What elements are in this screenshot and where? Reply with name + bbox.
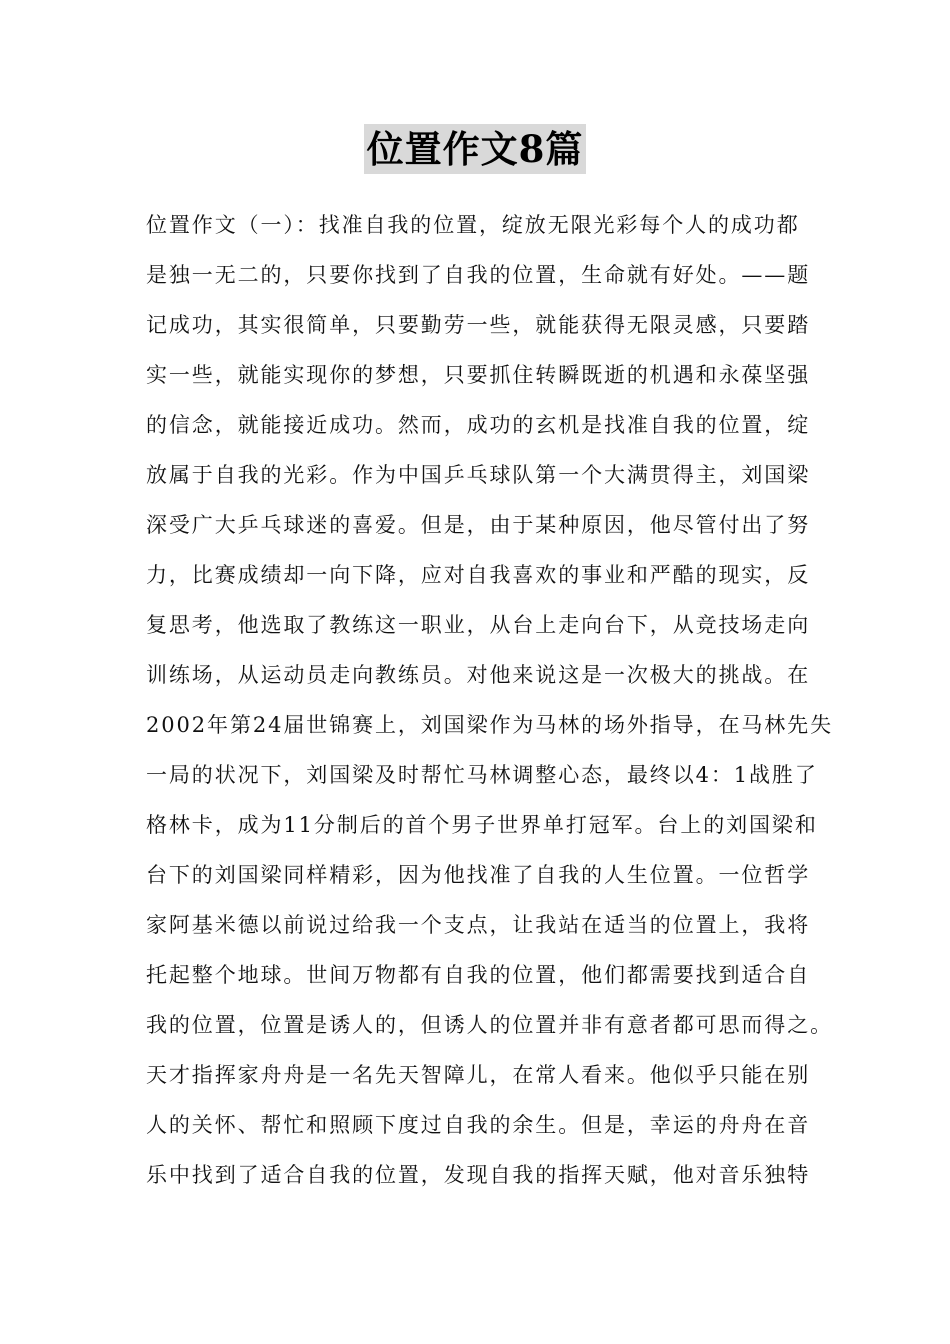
title-container [0, 124, 950, 174]
text-line: 位置作文（一）：找准自我的位置，绽放无限光彩每个人的成功都 [146, 213, 800, 237]
text-line: 家阿基米德以前说过给我一个支点，让我站在适当的位置上，我将 [146, 913, 811, 937]
text-line: 托起整个地球。世间万物都有自我的位置，他们都需要找到适合自 [146, 963, 811, 987]
text-line: 复思考，他选取了教练这一职业，从台上走向台下，从竞技场走向 [146, 613, 811, 637]
text-line: 乐中找到了适合自我的位置，发现自我的指挥天赋，他对音乐独特 [146, 1163, 811, 1187]
text-line: 是独一无二的，只要你找到了自我的位置，生命就有好处。——题 [146, 263, 811, 287]
document-title: 位置作文8篇 [364, 124, 587, 174]
text-line: 实一些，就能实现你的梦想，只要抓住转瞬既逝的机遇和永葆坚强 [146, 363, 811, 387]
text-line: 放属于自我的光彩。作为中国乒乓球队第一个大满贯得主，刘国梁 [146, 463, 811, 487]
text-line: 深受广大乒乓球迷的喜爱。但是，由于某种原因，他尽管付出了努 [146, 513, 811, 537]
text-line: 我的位置，位置是诱人的，但诱人的位置并非有意者都可思而得之。 [146, 1013, 833, 1037]
body-text [146, 200, 836, 1200]
text-line: 记成功，其实很简单，只要勤劳一些，就能获得无限灵感，只要踏 [146, 313, 811, 337]
text-line: 力，比赛成绩却一向下降，应对自我喜欢的事业和严酷的现实，反 [146, 563, 811, 587]
text-line: 格林卡，成为11分制后的首个男子世界单打冠军。台上的刘国梁和 [146, 813, 818, 837]
text-line: 的信念，就能接近成功。然而，成功的玄机是找准自我的位置，绽 [146, 413, 811, 437]
text-line: 一局的状况下，刘国梁及时帮忙马林调整心态，最终以4：1战胜了 [146, 763, 818, 787]
text-line: 天才指挥家舟舟是一名先天智障儿，在常人看来。他似乎只能在别 [146, 1063, 811, 1087]
text-line: 台下的刘国梁同样精彩，因为他找准了自我的人生位置。一位哲学 [146, 863, 811, 887]
text-line: 训练场，从运动员走向教练员。对他来说这是一次极大的挑战。在 [146, 663, 811, 687]
text-line: 人的关怀、帮忙和照顾下度过自我的余生。但是，幸运的舟舟在音 [146, 1113, 811, 1137]
text-line: 2002年第24届世锦赛上，刘国梁作为马林的场外指导，在马林先失 [146, 713, 833, 737]
